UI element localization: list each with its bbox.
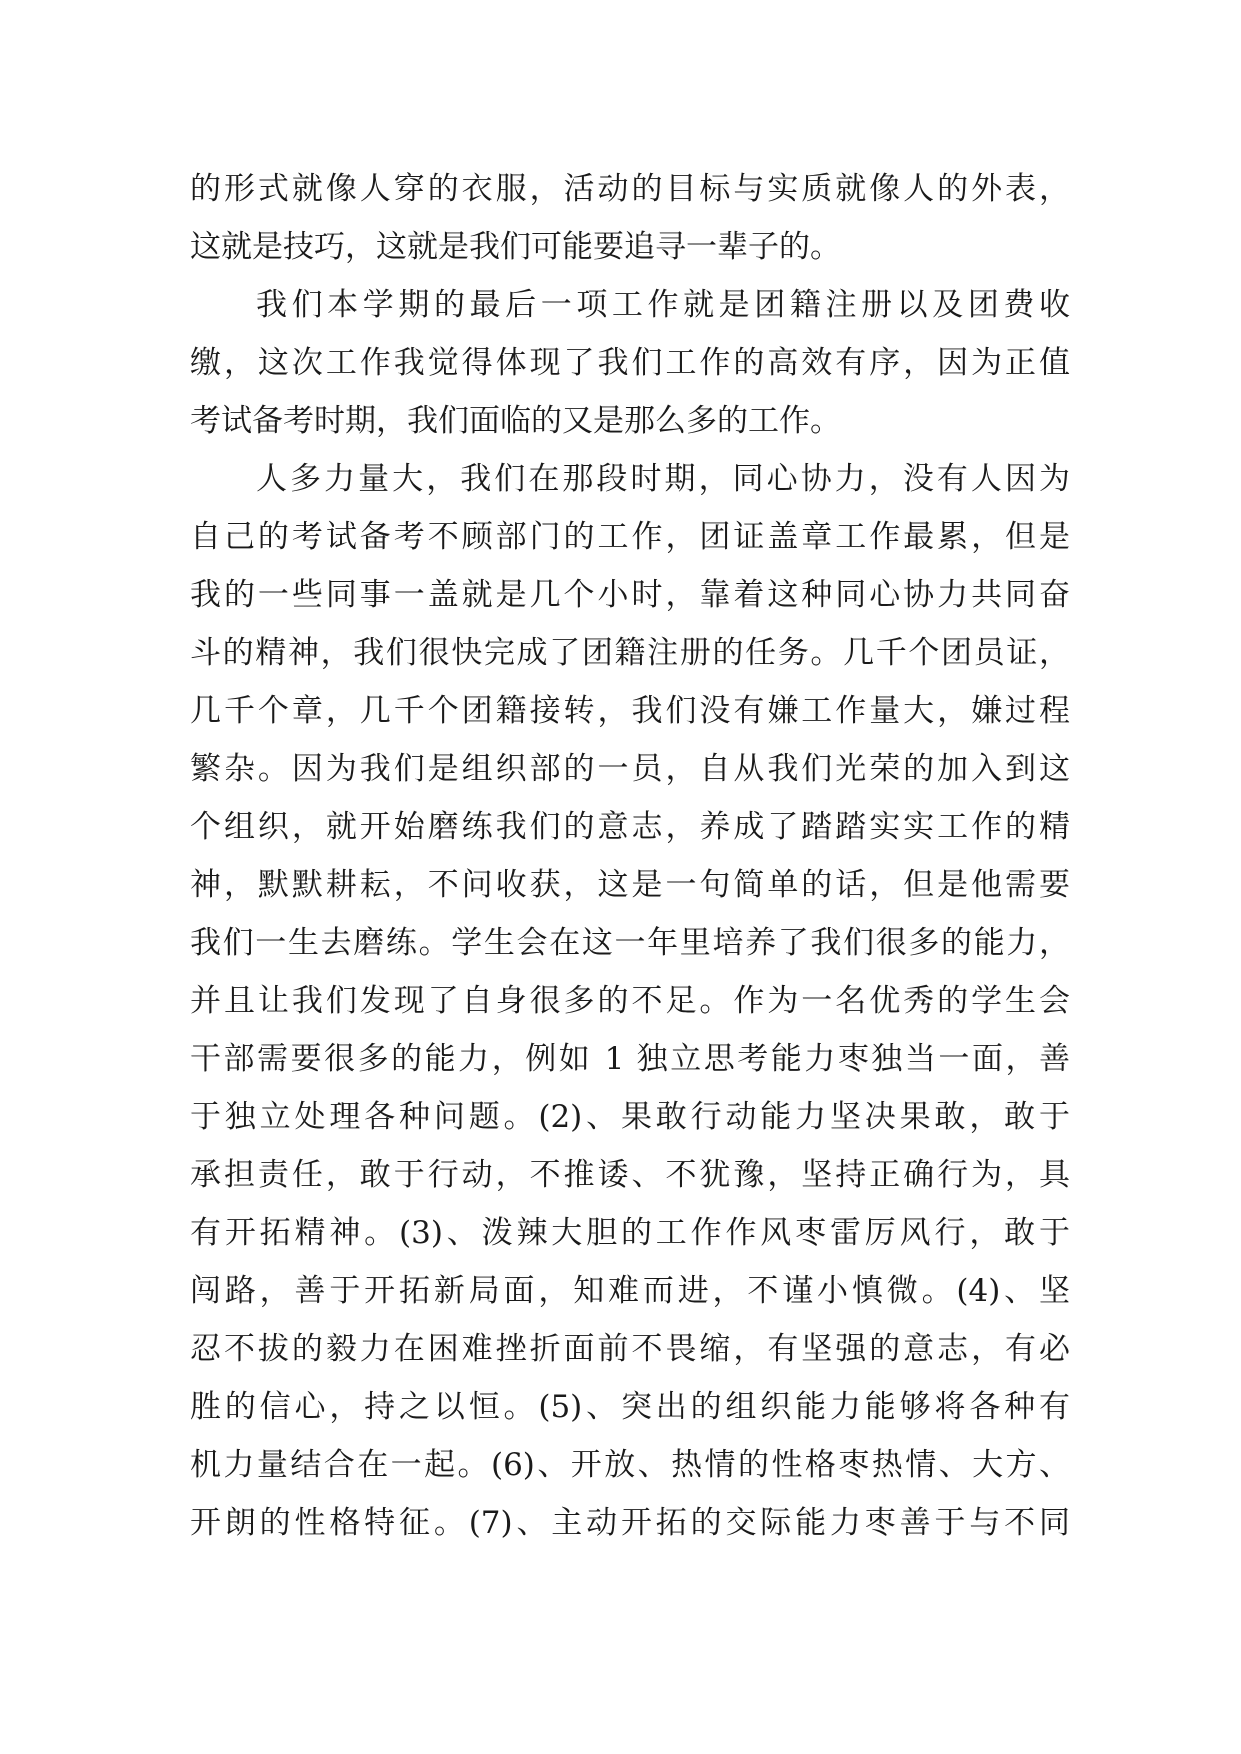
text-line: 的形式就像人穿的衣服，活动的目标与实质就像人的外表， [190, 171, 1070, 207]
text-line: 神，默默耕耘，不问收获，这是一句简单的话，但是他需要 [190, 867, 1070, 903]
text-line: 缴，这次工作我觉得体现了我们工作的高效有序，因为正值 [190, 345, 1070, 381]
text-line: 我们一生去磨练。学生会在这一年里培养了我们很多的能力， [190, 925, 1070, 961]
text-line: 开朗的性格特征。(7)、主动开拓的交际能力枣善于与不同 [190, 1505, 1070, 1541]
text-line: 胜的信心，持之以恒。(5)、突出的组织能力能够将各种有 [190, 1389, 1070, 1425]
text-line: 有开拓精神。(3)、泼辣大胆的工作作风枣雷厉风行，敢于 [190, 1215, 1070, 1251]
text-line: 繁杂。因为我们是组织部的一员，自从我们光荣的加入到这 [190, 751, 1070, 787]
text-line: 闯路，善于开拓新局面，知难而进，不谨小慎微。(4)、坚 [190, 1273, 1070, 1309]
text-line: 承担责任，敢于行动，不推诿、不犹豫，坚持正确行为，具 [190, 1157, 1070, 1193]
text-line: 考试备考时期，我们面临的又是那么多的工作。 [190, 403, 841, 439]
text-line: 人多力量大，我们在那段时期，同心协力，没有人因为 [256, 461, 1070, 497]
text-line: 忍不拔的毅力在困难挫折面前不畏缩，有坚强的意志，有必 [190, 1331, 1070, 1367]
text-line: 我们本学期的最后一项工作就是团籍注册以及团费收 [256, 287, 1070, 323]
document-body [190, 160, 1070, 1552]
text-line: 这就是技巧，这就是我们可能要追寻一辈子的。 [190, 229, 841, 265]
text-line: 并且让我们发现了自身很多的不足。作为一名优秀的学生会 [190, 983, 1070, 1019]
text-line: 于独立处理各种问题。(2)、果敢行动能力坚决果敢，敢于 [190, 1099, 1070, 1135]
text-line: 个组织，就开始磨练我们的意志，养成了踏踏实实工作的精 [190, 809, 1070, 845]
paragraph [190, 276, 1070, 450]
paragraph [190, 450, 1070, 1552]
text-line: 斗的精神，我们很快完成了团籍注册的任务。几千个团员证， [190, 635, 1070, 671]
text-line: 我的一些同事一盖就是几个小时，靠着这种同心协力共同奋 [190, 577, 1070, 613]
text-line: 干部需要很多的能力，例如 1 独立思考能力枣独当一面，善 [190, 1041, 1070, 1077]
text-line: 机力量结合在一起。(6)、开放、热情的性格枣热情、大方、 [190, 1447, 1070, 1483]
text-line: 几千个章，几千个团籍接转，我们没有嫌工作量大，嫌过程 [190, 693, 1070, 729]
text-line: 自己的考试备考不顾部门的工作，团证盖章工作最累，但是 [190, 519, 1070, 555]
paragraph [190, 160, 1070, 276]
